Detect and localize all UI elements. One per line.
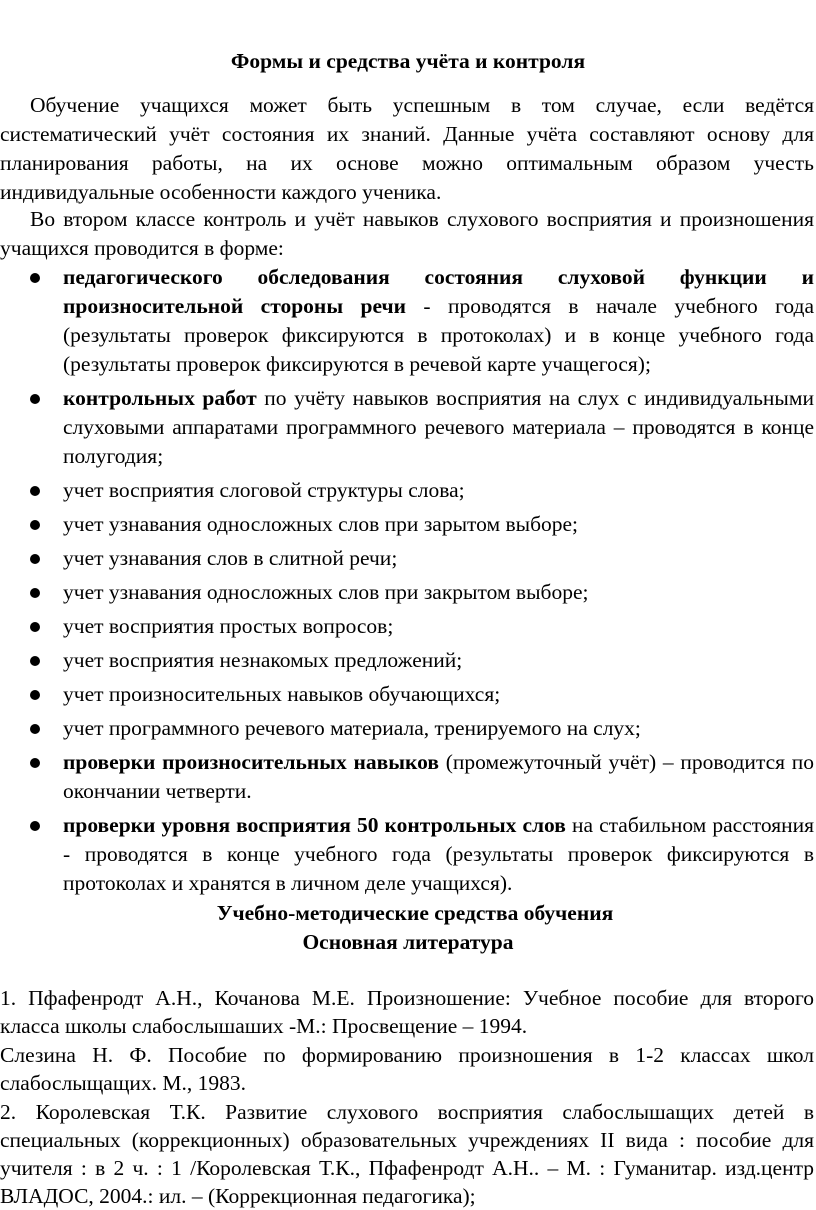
list-item (0, 646, 814, 675)
list-item (0, 612, 814, 641)
bullet-icon (30, 821, 40, 831)
list-item-text: на стабильном расстояния - проводятся в конце учебного года (результаты проверок фиксируются в протоколах и хранятся в личном деле учащихся). (63, 813, 814, 895)
subsection-title: Основная литература (302, 930, 514, 954)
control-form-paragraph-text: Во втором классе контроль и учёт навыков слухового восприятия и произношения учащихся проводится в форме: (0, 207, 814, 260)
list-item (0, 384, 814, 471)
bullet-icon (30, 554, 40, 564)
bullet-icon (30, 656, 40, 666)
list-item-text: учет программного речевого материала, тренируемого на слух; (63, 716, 641, 740)
list-item (0, 578, 814, 607)
bullet-icon (30, 520, 40, 530)
list-item-text: учет узнавания односложных слов при закрытом выборе; (63, 580, 589, 604)
list-item (0, 680, 814, 709)
bullet-icon (30, 394, 40, 404)
bullet-icon (30, 724, 40, 734)
list-item-text: по учёту навыков восприятия на слух с индивидуальными слуховыми аппаратами программного речевого материала – проводятся в конце полугодия; (63, 386, 814, 468)
list-item-text: учет узнавания слов в слитной речи; (63, 546, 398, 570)
list-item-bold: контрольных работ (63, 386, 257, 410)
list-item (0, 811, 814, 898)
reference-item: Слезина Н. Ф. Пособие по формированию произношения в 1-2 классах школ слабослыщащих. М., 1983. (0, 1043, 814, 1095)
list-item (0, 263, 814, 379)
list-item-text: учет восприятия слоговой структуры слова; (63, 478, 465, 502)
list-item (0, 510, 814, 539)
bullet-icon (30, 758, 40, 768)
list-item-bold: педагогического обследования состояния слуховой функции и произносительной стороны речи (63, 265, 814, 318)
references-list (0, 984, 814, 1210)
bullet-icon (30, 690, 40, 700)
section-title: Учебно-методические средства обучения (216, 901, 614, 925)
list-item-text: учет произносительных навыков обучающихся; (63, 682, 501, 706)
list-item-text: учет восприятия незнакомых предложений; (63, 648, 463, 672)
bullet-icon (30, 273, 40, 283)
list-item (0, 748, 814, 806)
control-form-paragraph (0, 205, 814, 263)
list-item-text: учет восприятия простых вопросов; (63, 614, 394, 638)
bullet-icon (30, 486, 40, 496)
reference-item: 2. Королевская Т.К. Развитие слухового восприятия слабослышащих детей в специальных (коррекционных) образовательных учреждениях II вида : пособие для учителя : в 2 ч. : 1 /Королевская Т.К., Пфафенродт А.Н.. – М. : Гуманитар. изд.центр ВЛАДОС, 2004.: ил. – (Коррекционная педагогика); (0, 1100, 814, 1208)
list-item (0, 544, 814, 573)
bullet-icon (30, 622, 40, 632)
control-forms-list (0, 263, 814, 903)
bullet-icon (30, 588, 40, 598)
list-item (0, 476, 814, 505)
list-item-bold: проверки уровня восприятия 50 контрольных слов (63, 813, 566, 837)
list-item-text: - проводятся в начале учебного года (результаты проверок фиксируются в протоколах) и в конце учебного года (результаты проверок фиксируются в речевой карте учащегося); (63, 294, 814, 376)
list-item-text: учет узнавания односложных слов при зарытом выборе; (63, 512, 579, 536)
list-item (0, 714, 814, 743)
page-title: Формы и средства учёта и контроля (230, 49, 586, 73)
list-item-bold: проверки произносительных навыков (63, 750, 439, 774)
intro-paragraph-text: Обучение учащихся может быть успешным в том случае, если ведётся систематический учёт состояния их знаний. Данные учёта составляют основу для планирования работы, на их основе можно оптимальным образом учесть индивидуальные особенности каждого ученика. (0, 93, 814, 204)
intro-paragraph (0, 91, 814, 207)
list-item-text: (промежуточный учёт) – проводится по окончании четверти. (63, 750, 814, 803)
reference-item: 1. Пфафенродт А.Н., Кочанова М.Е. Произношение: Учебное пособие для второго класса школы слабослышаших -М.: Просвещение – 1994. (0, 986, 814, 1038)
